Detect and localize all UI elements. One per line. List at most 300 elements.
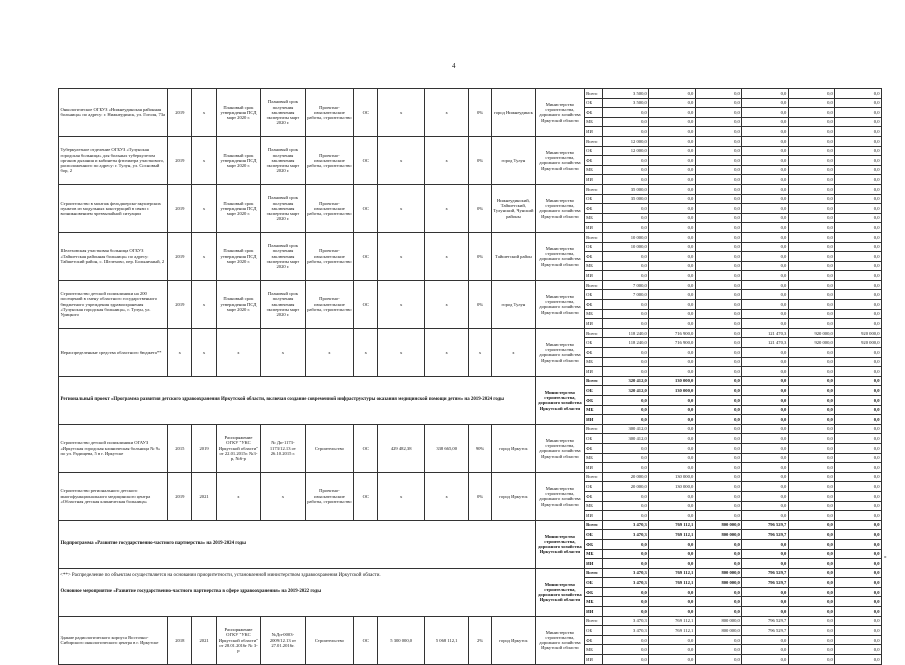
cell-y1: 2019 bbox=[168, 472, 192, 520]
amount-cell: 0,0 bbox=[602, 405, 649, 415]
amount-cell: 0,0 bbox=[742, 376, 789, 386]
cell-c5: Плановый срок получения заключения экспертизы март 2020 г. bbox=[261, 184, 305, 232]
cell-c6: Строительство bbox=[305, 424, 354, 472]
amount-cell: 0,0 bbox=[788, 232, 835, 242]
funding-source-label: МБ bbox=[584, 117, 602, 127]
responsible-cell: Министерство строительства, дорожного хозяйства Иркутской области bbox=[536, 184, 585, 232]
table-row bbox=[59, 424, 882, 434]
amount-cell: 0,0 bbox=[649, 127, 696, 137]
amount-cell: 3 470,3 bbox=[602, 616, 649, 626]
funding-source-label: Всего bbox=[584, 232, 602, 242]
amount-cell: 0,0 bbox=[835, 184, 882, 194]
amount-cell: 0,0 bbox=[788, 472, 835, 482]
funding-source-label: МБ bbox=[584, 357, 602, 367]
amount-cell: 0,0 bbox=[788, 108, 835, 118]
amount-cell: 0,0 bbox=[742, 357, 789, 367]
amount-cell: 769 112,1 bbox=[649, 626, 696, 636]
amount-cell: 800 000,0 bbox=[695, 568, 742, 578]
amount-cell: 0,0 bbox=[835, 396, 882, 406]
cell-c8: х bbox=[378, 89, 425, 137]
cell-loc: город Тулун bbox=[491, 280, 535, 328]
cell-c9: х bbox=[424, 136, 468, 184]
amount-cell: 0,0 bbox=[835, 501, 882, 511]
funding-source-label: ИИ bbox=[584, 511, 602, 521]
amount-cell: 0,0 bbox=[695, 357, 742, 367]
amount-cell: 0,0 bbox=[835, 645, 882, 655]
funding-source-label: Всего bbox=[584, 568, 602, 578]
funding-source-label: МБ bbox=[584, 501, 602, 511]
cell-c8: х bbox=[378, 136, 425, 184]
footnote: <**> Распределение по объектам осуществляется на основании приоритетности, установленной министерством здравоохранения Иркутской области. bbox=[60, 573, 381, 578]
amount-cell: 0,0 bbox=[835, 511, 882, 521]
amount-cell: 0,0 bbox=[742, 194, 789, 204]
amount-cell: 0,0 bbox=[742, 367, 789, 377]
amount-cell: 0,0 bbox=[695, 242, 742, 252]
amount-cell: 0,0 bbox=[649, 242, 696, 252]
amount-cell: 0,0 bbox=[649, 300, 696, 310]
amount-cell: 0,0 bbox=[695, 194, 742, 204]
amount-cell: 0,0 bbox=[788, 491, 835, 501]
cell-y1: 2019 bbox=[168, 280, 192, 328]
amount-cell: 12 000,0 bbox=[602, 146, 649, 156]
amount-cell: 0,0 bbox=[695, 434, 742, 444]
amount-cell: 0,0 bbox=[788, 367, 835, 377]
amount-cell: 0,0 bbox=[649, 136, 696, 146]
amount-cell: 0,0 bbox=[602, 645, 649, 655]
amount-cell: 0,0 bbox=[835, 194, 882, 204]
amount-cell: 0,0 bbox=[835, 117, 882, 127]
amount-cell: 796 529,7 bbox=[742, 578, 789, 588]
amount-cell: 0,0 bbox=[602, 117, 649, 127]
amount-cell: 0,0 bbox=[835, 453, 882, 463]
funding-source-label: ОБ bbox=[584, 98, 602, 108]
amount-cell: 0,0 bbox=[835, 232, 882, 242]
amount-cell: 0,0 bbox=[649, 607, 696, 617]
amount-cell: 0,0 bbox=[649, 156, 696, 166]
funding-source-label: МБ bbox=[584, 645, 602, 655]
amount-cell: 0,0 bbox=[788, 252, 835, 262]
responsible-cell: Министерство строительства, дорожного хозяйства Иркутской области bbox=[536, 89, 585, 137]
amount-cell: 0,0 bbox=[742, 405, 789, 415]
amount-cell: 0,0 bbox=[788, 434, 835, 444]
funding-source-label: Всего bbox=[584, 424, 602, 434]
amount-cell: 0,0 bbox=[788, 136, 835, 146]
funding-source-label: ИИ bbox=[584, 127, 602, 137]
cell-loc: Нижнеудинский, Тайшетский, Тулунский, Чунский районы bbox=[491, 184, 535, 232]
amount-cell: 0,0 bbox=[788, 626, 835, 636]
amount-cell: 0,0 bbox=[695, 405, 742, 415]
amount-cell: 0,0 bbox=[649, 117, 696, 127]
amount-cell: 0,0 bbox=[695, 184, 742, 194]
amount-cell: 0,0 bbox=[835, 376, 882, 386]
amount-cell: 0,0 bbox=[649, 204, 696, 214]
cell-y2: х bbox=[192, 136, 216, 184]
amount-cell: 3 500,0 bbox=[602, 89, 649, 99]
amount-cell: 0,0 bbox=[742, 204, 789, 214]
cell-c9: х bbox=[424, 472, 468, 520]
amount-cell: 320 412,0 bbox=[602, 376, 649, 386]
amount-cell: 0,0 bbox=[649, 319, 696, 329]
amount-cell: 0,0 bbox=[788, 271, 835, 281]
amount-cell: 0,0 bbox=[788, 539, 835, 549]
funding-source-label: ИИ bbox=[584, 463, 602, 473]
cell-y2: х bbox=[192, 89, 216, 137]
amount-cell: 0,0 bbox=[788, 405, 835, 415]
amount-cell: 0,0 bbox=[649, 645, 696, 655]
amount-cell: 0,0 bbox=[742, 98, 789, 108]
amount-cell: 0,0 bbox=[742, 252, 789, 262]
amount-cell: 0,0 bbox=[602, 348, 649, 358]
amount-cell: 0,0 bbox=[742, 539, 789, 549]
amount-cell: 0,0 bbox=[742, 482, 789, 492]
cell-y2: х bbox=[192, 232, 216, 280]
table-row bbox=[59, 328, 882, 338]
funding-source-label: Всего bbox=[584, 376, 602, 386]
amount-cell: 0,0 bbox=[602, 415, 649, 425]
amount-cell: 0,0 bbox=[835, 367, 882, 377]
amount-cell: 0,0 bbox=[649, 443, 696, 453]
amount-cell: 0,0 bbox=[835, 568, 882, 578]
funding-source-label: МБ bbox=[584, 309, 602, 319]
cell-c9: х bbox=[424, 328, 468, 376]
amount-cell: 0,0 bbox=[649, 491, 696, 501]
cell-loc: Тайшетский район bbox=[491, 232, 535, 280]
amount-cell: 0,0 bbox=[788, 280, 835, 290]
funding-source-label: ФБ bbox=[584, 108, 602, 118]
amount-cell: 0,0 bbox=[695, 376, 742, 386]
amount-cell: 0,0 bbox=[602, 607, 649, 617]
cell-c6: Проектно-изыскательские работы, строительство bbox=[305, 472, 354, 520]
responsible-cell: Министерство строительства, дорожного хозяйства Иркутской области bbox=[536, 136, 585, 184]
amount-cell: 0,0 bbox=[602, 501, 649, 511]
cell-loc: х bbox=[491, 328, 535, 376]
cell-c10: 0% bbox=[469, 89, 491, 137]
funding-source-label: МБ bbox=[584, 549, 602, 559]
amount-cell: 716 900,0 bbox=[649, 338, 696, 348]
amount-cell: 0,0 bbox=[742, 645, 789, 655]
amount-cell: 0,0 bbox=[742, 415, 789, 425]
amount-cell: 0,0 bbox=[649, 89, 696, 99]
amount-cell: 0,0 bbox=[649, 194, 696, 204]
amount-cell: 0,0 bbox=[788, 607, 835, 617]
responsible-cell: Министерство строительства, дорожного хозяйства Иркутской области bbox=[536, 520, 585, 568]
table-row bbox=[59, 89, 882, 99]
cell-c9: 338 665,00 bbox=[424, 424, 468, 472]
amount-cell: 0,0 bbox=[602, 396, 649, 406]
cell-c7: ОС bbox=[354, 472, 378, 520]
amount-cell: 0,0 bbox=[649, 405, 696, 415]
responsible-cell: Министерство строительства, дорожного хозяйства Иркутской области bbox=[536, 424, 585, 472]
amount-cell: 0,0 bbox=[835, 559, 882, 569]
amount-cell: 0,0 bbox=[695, 338, 742, 348]
responsible-cell: Министерство строительства, дорожного хозяйства Иркутской области bbox=[536, 616, 585, 664]
cell-c10: 2% bbox=[469, 616, 491, 664]
amount-cell: 0,0 bbox=[788, 511, 835, 521]
funding-source-label: ИИ bbox=[584, 367, 602, 377]
amount-cell: 35 000,0 bbox=[602, 184, 649, 194]
amount-cell: 0,0 bbox=[742, 443, 789, 453]
amount-cell: 0,0 bbox=[742, 261, 789, 271]
cell-c9: х bbox=[424, 232, 468, 280]
amount-cell: 0,0 bbox=[835, 348, 882, 358]
amount-cell: 0,0 bbox=[742, 655, 789, 665]
amount-cell: 0,0 bbox=[788, 443, 835, 453]
amount-cell: 0,0 bbox=[788, 165, 835, 175]
amount-cell: 0,0 bbox=[602, 463, 649, 473]
funding-source-label: ИИ bbox=[584, 319, 602, 329]
cell-c7: ОС bbox=[354, 424, 378, 472]
amount-cell: 0,0 bbox=[835, 165, 882, 175]
table-row bbox=[59, 232, 882, 242]
amount-cell: 0,0 bbox=[742, 424, 789, 434]
amount-cell: 0,0 bbox=[602, 127, 649, 137]
cell-c6: Проектно-изыскательские работы, строительство bbox=[305, 184, 354, 232]
funding-source-label: ФБ bbox=[584, 156, 602, 166]
amount-cell: 0,0 bbox=[695, 213, 742, 223]
amount-cell: 0,0 bbox=[695, 655, 742, 665]
amount-cell: 0,0 bbox=[649, 635, 696, 645]
amount-cell: 0,0 bbox=[835, 156, 882, 166]
amount-cell: 0,0 bbox=[835, 98, 882, 108]
funding-source-label: МБ bbox=[584, 165, 602, 175]
cell-c6: Проектно-изыскательские работы, строительство bbox=[305, 280, 354, 328]
amount-cell: 0,0 bbox=[788, 635, 835, 645]
responsible-cell: Министерство строительства, дорожного хозяйства Иркутской области bbox=[536, 472, 585, 520]
funding-source-label: МБ bbox=[584, 213, 602, 223]
amount-cell: 800 000,0 bbox=[695, 616, 742, 626]
amount-cell: 0,0 bbox=[835, 530, 882, 540]
amount-cell: 0,0 bbox=[835, 300, 882, 310]
amount-cell: 0,0 bbox=[742, 156, 789, 166]
amount-cell: 0,0 bbox=[788, 242, 835, 252]
amount-cell: 0,0 bbox=[649, 309, 696, 319]
cell-c7: ОС bbox=[354, 280, 378, 328]
amount-cell: 0,0 bbox=[788, 549, 835, 559]
amount-cell: 0,0 bbox=[695, 597, 742, 607]
amount-cell: 0,0 bbox=[742, 146, 789, 156]
amount-cell: 0,0 bbox=[835, 635, 882, 645]
amount-cell: 0,0 bbox=[835, 89, 882, 99]
amount-cell: 0,0 bbox=[788, 127, 835, 137]
amount-cell: 3 470,3 bbox=[602, 568, 649, 578]
funding-source-label: ОБ bbox=[584, 626, 602, 636]
amount-cell: 0,0 bbox=[835, 463, 882, 473]
amount-cell: 0,0 bbox=[742, 232, 789, 242]
cell-c8: 5 300 000,0 bbox=[378, 616, 425, 664]
amount-cell: 0,0 bbox=[835, 434, 882, 444]
amount-cell: 0,0 bbox=[835, 357, 882, 367]
amount-cell: 0,0 bbox=[649, 213, 696, 223]
cell-c4: Плановый срок утверждения ПСД март 2020 г. bbox=[216, 280, 260, 328]
amount-cell: 3 470,3 bbox=[602, 626, 649, 636]
amount-cell: 0,0 bbox=[742, 396, 789, 406]
amount-cell: 0,0 bbox=[695, 511, 742, 521]
amount-cell: 0,0 bbox=[695, 146, 742, 156]
amount-cell: 0,0 bbox=[835, 424, 882, 434]
amount-cell: 796 529,7 bbox=[742, 626, 789, 636]
amount-cell: 0,0 bbox=[602, 175, 649, 185]
amount-cell: 0,0 bbox=[788, 290, 835, 300]
amount-cell: 0,0 bbox=[742, 453, 789, 463]
cell-c6: Проектно-изыскательские работы, строительство bbox=[305, 232, 354, 280]
amount-cell: 0,0 bbox=[835, 482, 882, 492]
amount-cell: 3 470,3 bbox=[602, 578, 649, 588]
amount-cell: 0,0 bbox=[742, 108, 789, 118]
amount-cell: 769 112,1 bbox=[649, 578, 696, 588]
amount-cell: 0,0 bbox=[602, 261, 649, 271]
amount-cell: 0,0 bbox=[835, 597, 882, 607]
amount-cell: 0,0 bbox=[649, 290, 696, 300]
cell-c5: Плановый срок получения заключения экспертизы март 2020 г. bbox=[261, 280, 305, 328]
cell-loc: город Иркутск bbox=[491, 472, 535, 520]
funding-source-label: Всего bbox=[584, 89, 602, 99]
amount-cell: 0,0 bbox=[649, 223, 696, 233]
amount-cell: 130 000,0 bbox=[649, 482, 696, 492]
amount-cell: 0,0 bbox=[602, 271, 649, 281]
amount-cell: 0,0 bbox=[788, 396, 835, 406]
object-name: Строительство детской поликлиники на 200 посещений в смену областного государственного бюджетного учреждения здравоохранения «Тулунская городская больница», г. Тулун, ул. Урицкого bbox=[59, 280, 168, 328]
funding-source-label: ОБ bbox=[584, 146, 602, 156]
amount-cell: 0,0 bbox=[695, 108, 742, 118]
cell-c5: Плановый срок получения заключения экспертизы март 2020 г. bbox=[261, 89, 305, 137]
table-row bbox=[59, 136, 882, 146]
amount-cell: 800 000,0 bbox=[695, 520, 742, 530]
amount-cell: 0,0 bbox=[788, 184, 835, 194]
amount-cell: 0,0 bbox=[695, 396, 742, 406]
amount-cell: 3 500,0 bbox=[602, 98, 649, 108]
cell-c6: Проектно-изыскательские работы, строительство bbox=[305, 89, 354, 137]
amount-cell: 0,0 bbox=[695, 472, 742, 482]
cell-c7: ОС bbox=[354, 136, 378, 184]
funding-source-label: ОБ bbox=[584, 290, 602, 300]
cell-y2: х bbox=[192, 184, 216, 232]
amount-cell: 20 000,0 bbox=[602, 482, 649, 492]
amount-cell: 0,0 bbox=[788, 415, 835, 425]
amount-cell: 0,0 bbox=[788, 386, 835, 396]
responsible-cell: Министерство строительства, дорожного хозяйства Иркутской области bbox=[536, 568, 585, 616]
amount-cell: 0,0 bbox=[695, 223, 742, 233]
cell-y1: 2019 bbox=[168, 136, 192, 184]
amount-cell: 0,0 bbox=[742, 127, 789, 137]
amount-cell: 0,0 bbox=[835, 223, 882, 233]
amount-cell: 0,0 bbox=[602, 357, 649, 367]
amount-cell: 0,0 bbox=[788, 204, 835, 214]
amount-cell: 3 470,3 bbox=[602, 530, 649, 540]
amount-cell: 0,0 bbox=[788, 424, 835, 434]
amount-cell: 0,0 bbox=[695, 232, 742, 242]
cell-loc: город Тулун bbox=[491, 136, 535, 184]
amount-cell: 0,0 bbox=[649, 261, 696, 271]
amount-cell: 0,0 bbox=[602, 309, 649, 319]
amount-cell: 0,0 bbox=[602, 165, 649, 175]
amount-cell: 0,0 bbox=[835, 616, 882, 626]
funding-source-label: Всего bbox=[584, 280, 602, 290]
cell-c5: Плановый срок получения заключения экспертизы март 2020 г. bbox=[261, 232, 305, 280]
amount-cell: 0,0 bbox=[695, 300, 742, 310]
amount-cell: 0,0 bbox=[742, 386, 789, 396]
amount-cell: 0,0 bbox=[649, 165, 696, 175]
cell-c5: х bbox=[261, 472, 305, 520]
cell-c10: 0% bbox=[469, 280, 491, 328]
amount-cell: 0,0 bbox=[788, 300, 835, 310]
amount-cell: 0,0 bbox=[788, 156, 835, 166]
cell-c5: Плановый срок получения заключения экспертизы март 2020 г. bbox=[261, 136, 305, 184]
cell-c4: Распоряжение ОГКУ "УКС Иркутской области" от 22.01.2015г. №3-р, №6-р bbox=[216, 424, 260, 472]
amount-cell: 0,0 bbox=[602, 213, 649, 223]
amount-cell: 0,0 bbox=[695, 386, 742, 396]
cell-c7: ОС bbox=[354, 89, 378, 137]
amount-cell: 0,0 bbox=[788, 146, 835, 156]
amount-cell: 0,0 bbox=[788, 223, 835, 233]
amount-cell: 0,0 bbox=[835, 252, 882, 262]
cell-c8: х bbox=[378, 232, 425, 280]
cell-y1: 2019 bbox=[168, 184, 192, 232]
funding-source-label: ФБ bbox=[584, 587, 602, 597]
amount-cell: 0,0 bbox=[788, 357, 835, 367]
amount-cell: 0,0 bbox=[835, 127, 882, 137]
amount-cell: 0,0 bbox=[602, 539, 649, 549]
amount-cell: 769 112,1 bbox=[649, 616, 696, 626]
table-row bbox=[59, 376, 882, 386]
amount-cell: 0,0 bbox=[695, 539, 742, 549]
amount-cell: 0,0 bbox=[649, 587, 696, 597]
amount-cell: 7 000,0 bbox=[602, 280, 649, 290]
amount-cell: 0,0 bbox=[602, 367, 649, 377]
amount-cell: 0,0 bbox=[788, 213, 835, 223]
amount-cell: 0,0 bbox=[602, 491, 649, 501]
amount-cell: 12 000,0 bbox=[602, 136, 649, 146]
amount-cell: 0,0 bbox=[649, 396, 696, 406]
cell-c4: х bbox=[216, 328, 260, 376]
amount-cell: 0,0 bbox=[649, 453, 696, 463]
cell-c4: Плановый срок утверждения ПСД март 2020 г. bbox=[216, 232, 260, 280]
cell-c7: ОС bbox=[354, 616, 378, 664]
amount-cell: 0,0 bbox=[649, 280, 696, 290]
amount-cell: 130 000,0 bbox=[649, 472, 696, 482]
amount-cell: 0,0 bbox=[649, 539, 696, 549]
amount-cell: 10 000,0 bbox=[602, 232, 649, 242]
amount-cell: 0,0 bbox=[788, 568, 835, 578]
amount-cell: 0,0 bbox=[835, 472, 882, 482]
responsible-cell: Министерство строительства, дорожного хозяйства Иркутской области bbox=[536, 232, 585, 280]
amount-cell: 769 112,1 bbox=[649, 530, 696, 540]
funding-source-label: ИИ bbox=[584, 655, 602, 665]
amount-cell: 0,0 bbox=[602, 223, 649, 233]
amount-cell: 0,0 bbox=[742, 213, 789, 223]
amount-cell: 0,0 bbox=[602, 635, 649, 645]
funding-source-label: ФБ bbox=[584, 396, 602, 406]
funding-source-label: Всего bbox=[584, 616, 602, 626]
funding-source-label: ИИ bbox=[584, 271, 602, 281]
amount-cell: 0,0 bbox=[742, 136, 789, 146]
amount-cell: 0,0 bbox=[649, 232, 696, 242]
amount-cell: 0,0 bbox=[695, 635, 742, 645]
side-mark: « bbox=[884, 555, 887, 560]
funding-source-label: ОБ bbox=[584, 386, 602, 396]
amount-cell: 0,0 bbox=[695, 98, 742, 108]
object-name: Туберкулезное отделение ОГБУЗ «Тулунская городская больница» для больных туберкулезом органов дыхания и кабинеты фтизиатра участкового, расположенного по адресу: г. Тулун, ул. Сосновый бор, 2 bbox=[59, 136, 168, 184]
amount-cell: 716 900,0 bbox=[649, 328, 696, 338]
amount-cell: 0,0 bbox=[788, 463, 835, 473]
table-row bbox=[59, 184, 882, 194]
amount-cell: 0,0 bbox=[835, 242, 882, 252]
funding-source-label: ФБ bbox=[584, 204, 602, 214]
amount-cell: 0,0 bbox=[602, 156, 649, 166]
amount-cell: 0,0 bbox=[695, 415, 742, 425]
amount-cell: 0,0 bbox=[602, 108, 649, 118]
amount-cell: 300 412,0 bbox=[602, 424, 649, 434]
amount-cell: 0,0 bbox=[649, 463, 696, 473]
